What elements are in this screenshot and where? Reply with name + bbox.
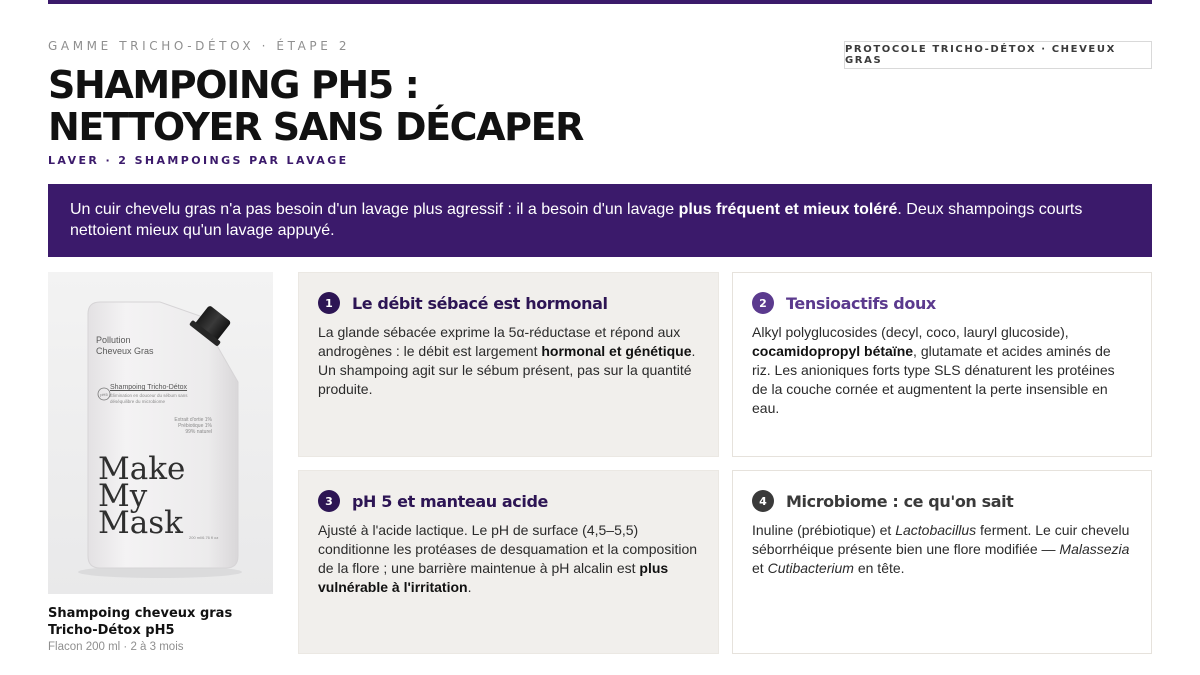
card-number-badge: 2 bbox=[752, 292, 774, 314]
info-card-microbiome bbox=[732, 470, 1152, 654]
page-title-line-2: NETTOYER SANS DÉCAPER bbox=[48, 105, 584, 149]
bottle-pollution-line-2: Cheveux Gras bbox=[96, 346, 154, 356]
bottle-pollution-line-1: Pollution bbox=[96, 335, 131, 345]
eyebrow-label: GAMME TRICHO-DÉTOX · ÉTAPE 2 bbox=[48, 39, 351, 53]
card-header bbox=[318, 489, 699, 513]
card-body-text: Alkyl polyglucosides (decyl, coco, lauryl glucoside), bbox=[752, 324, 1069, 340]
page-title bbox=[48, 64, 583, 148]
card-body bbox=[318, 323, 699, 399]
bottle-ingredient-2: Prébiotique 1% bbox=[178, 423, 212, 429]
protocol-tag: PROTOCOLE TRICHO-DÉTOX · CHEVEUX GRAS bbox=[844, 41, 1152, 69]
card-title: Le débit sébacé est hormonal bbox=[352, 293, 608, 313]
intro-banner bbox=[48, 184, 1152, 257]
bottle-logo-line-2: My bbox=[98, 478, 148, 514]
card-title: Microbiome : ce qu'on sait bbox=[786, 491, 1014, 511]
card-body-text: ferment. Le cuir chevelu séborrhéique présente bien une flore modifiée — bbox=[752, 522, 1130, 557]
product-image bbox=[48, 272, 273, 594]
card-header bbox=[318, 291, 699, 315]
bottle-brand-label: Shampoing Tricho-Détox bbox=[110, 384, 188, 391]
card-body-text: . Un shampoing agit sur le sébum présent, pas sur la quantité produite. bbox=[318, 343, 696, 397]
card-body-text: en tête. bbox=[853, 560, 905, 576]
card-body-text: La glande sébacée exprime la 5α-réductase et répond aux androgènes : le débit est largement bbox=[318, 324, 681, 359]
card-body-bold: hormonal et génétique bbox=[541, 343, 692, 359]
banner-text-end: . Deux shampoings courts nettoient mieux qu'un lavage appuyé. bbox=[70, 201, 1083, 239]
card-body-text: Inuline (prébiotique) et bbox=[752, 522, 896, 538]
card-body-italic: Malassezia bbox=[1059, 541, 1130, 557]
bottle-logo-line-3: Mask bbox=[98, 505, 183, 541]
card-body bbox=[752, 521, 1132, 578]
page-subtitle: LAVER · 2 SHAMPOINGS PAR LAVAGE bbox=[48, 154, 349, 167]
card-body-italic: Lactobacillus bbox=[895, 522, 977, 538]
bottle-logo-line-1: Make bbox=[98, 451, 186, 487]
bottle-brand-description: Élimination en douceur du sébum sans déséquilibre du microbiome bbox=[110, 393, 188, 404]
bottle-ingredients-label bbox=[166, 417, 212, 435]
banner-text-highlight: plus fréquent et mieux toléré bbox=[678, 201, 898, 218]
top-accent-bar bbox=[48, 0, 1152, 4]
info-card-sebum bbox=[298, 272, 719, 457]
card-title: pH 5 et manteau acide bbox=[352, 491, 548, 511]
card-body-bold: plus vulnérable à l'irritation bbox=[318, 560, 669, 595]
card-body-bold: cocamidopropyl bétaïne bbox=[752, 343, 914, 359]
bottle-illustration bbox=[48, 272, 273, 594]
card-body-text: . bbox=[467, 579, 472, 595]
ph-badge-text: pH5 bbox=[100, 392, 108, 397]
card-body-text: Ajusté à l'acide lactique. Le pH de surface (4,5–5,5) conditionne les protéases de desquamation et la composition de la flore ; une barrière maintenue à pH alcalin est bbox=[318, 522, 698, 576]
card-body-text: et bbox=[752, 560, 768, 576]
card-number-badge: 4 bbox=[752, 490, 774, 512]
bottle-brand-logo bbox=[98, 451, 186, 541]
card-header bbox=[752, 291, 1132, 315]
product-name: Shampoing cheveux gras Tricho-Détox pH5 bbox=[48, 606, 233, 638]
card-body bbox=[752, 323, 1132, 418]
card-body-text: , glutamate et acides aminés de riz. Les anioniques forts type SLS dénaturent les protéines de la couche cornée et augmentent la perte insensible en eau. bbox=[752, 343, 1115, 416]
bottle-ingredient-3: 99% naturel bbox=[185, 429, 212, 435]
card-number-badge: 3 bbox=[318, 490, 340, 512]
info-card-ph bbox=[298, 470, 719, 654]
page-title-line-1: SHAMPOING PH5 : bbox=[48, 63, 419, 107]
banner-text-start: Un cuir chevelu gras n'a pas besoin d'un lavage plus agressif : il a besoin d'un lavage bbox=[70, 201, 679, 218]
bottle-ingredient-1: Extrait d'ortie 1% bbox=[174, 417, 212, 423]
bottle-pollution-label bbox=[96, 335, 154, 357]
info-card-surfactants bbox=[732, 272, 1152, 457]
card-header bbox=[752, 489, 1132, 513]
card-number-badge: 1 bbox=[318, 292, 340, 314]
card-title: Tensioactifs doux bbox=[786, 293, 936, 313]
card-body bbox=[318, 521, 699, 597]
card-body-italic: Cutibacterium bbox=[767, 560, 854, 576]
bottle-volume-label: 200 ml/6.76 fl oz bbox=[189, 535, 219, 540]
product-meta: Flacon 200 ml · 2 à 3 mois bbox=[48, 641, 184, 653]
